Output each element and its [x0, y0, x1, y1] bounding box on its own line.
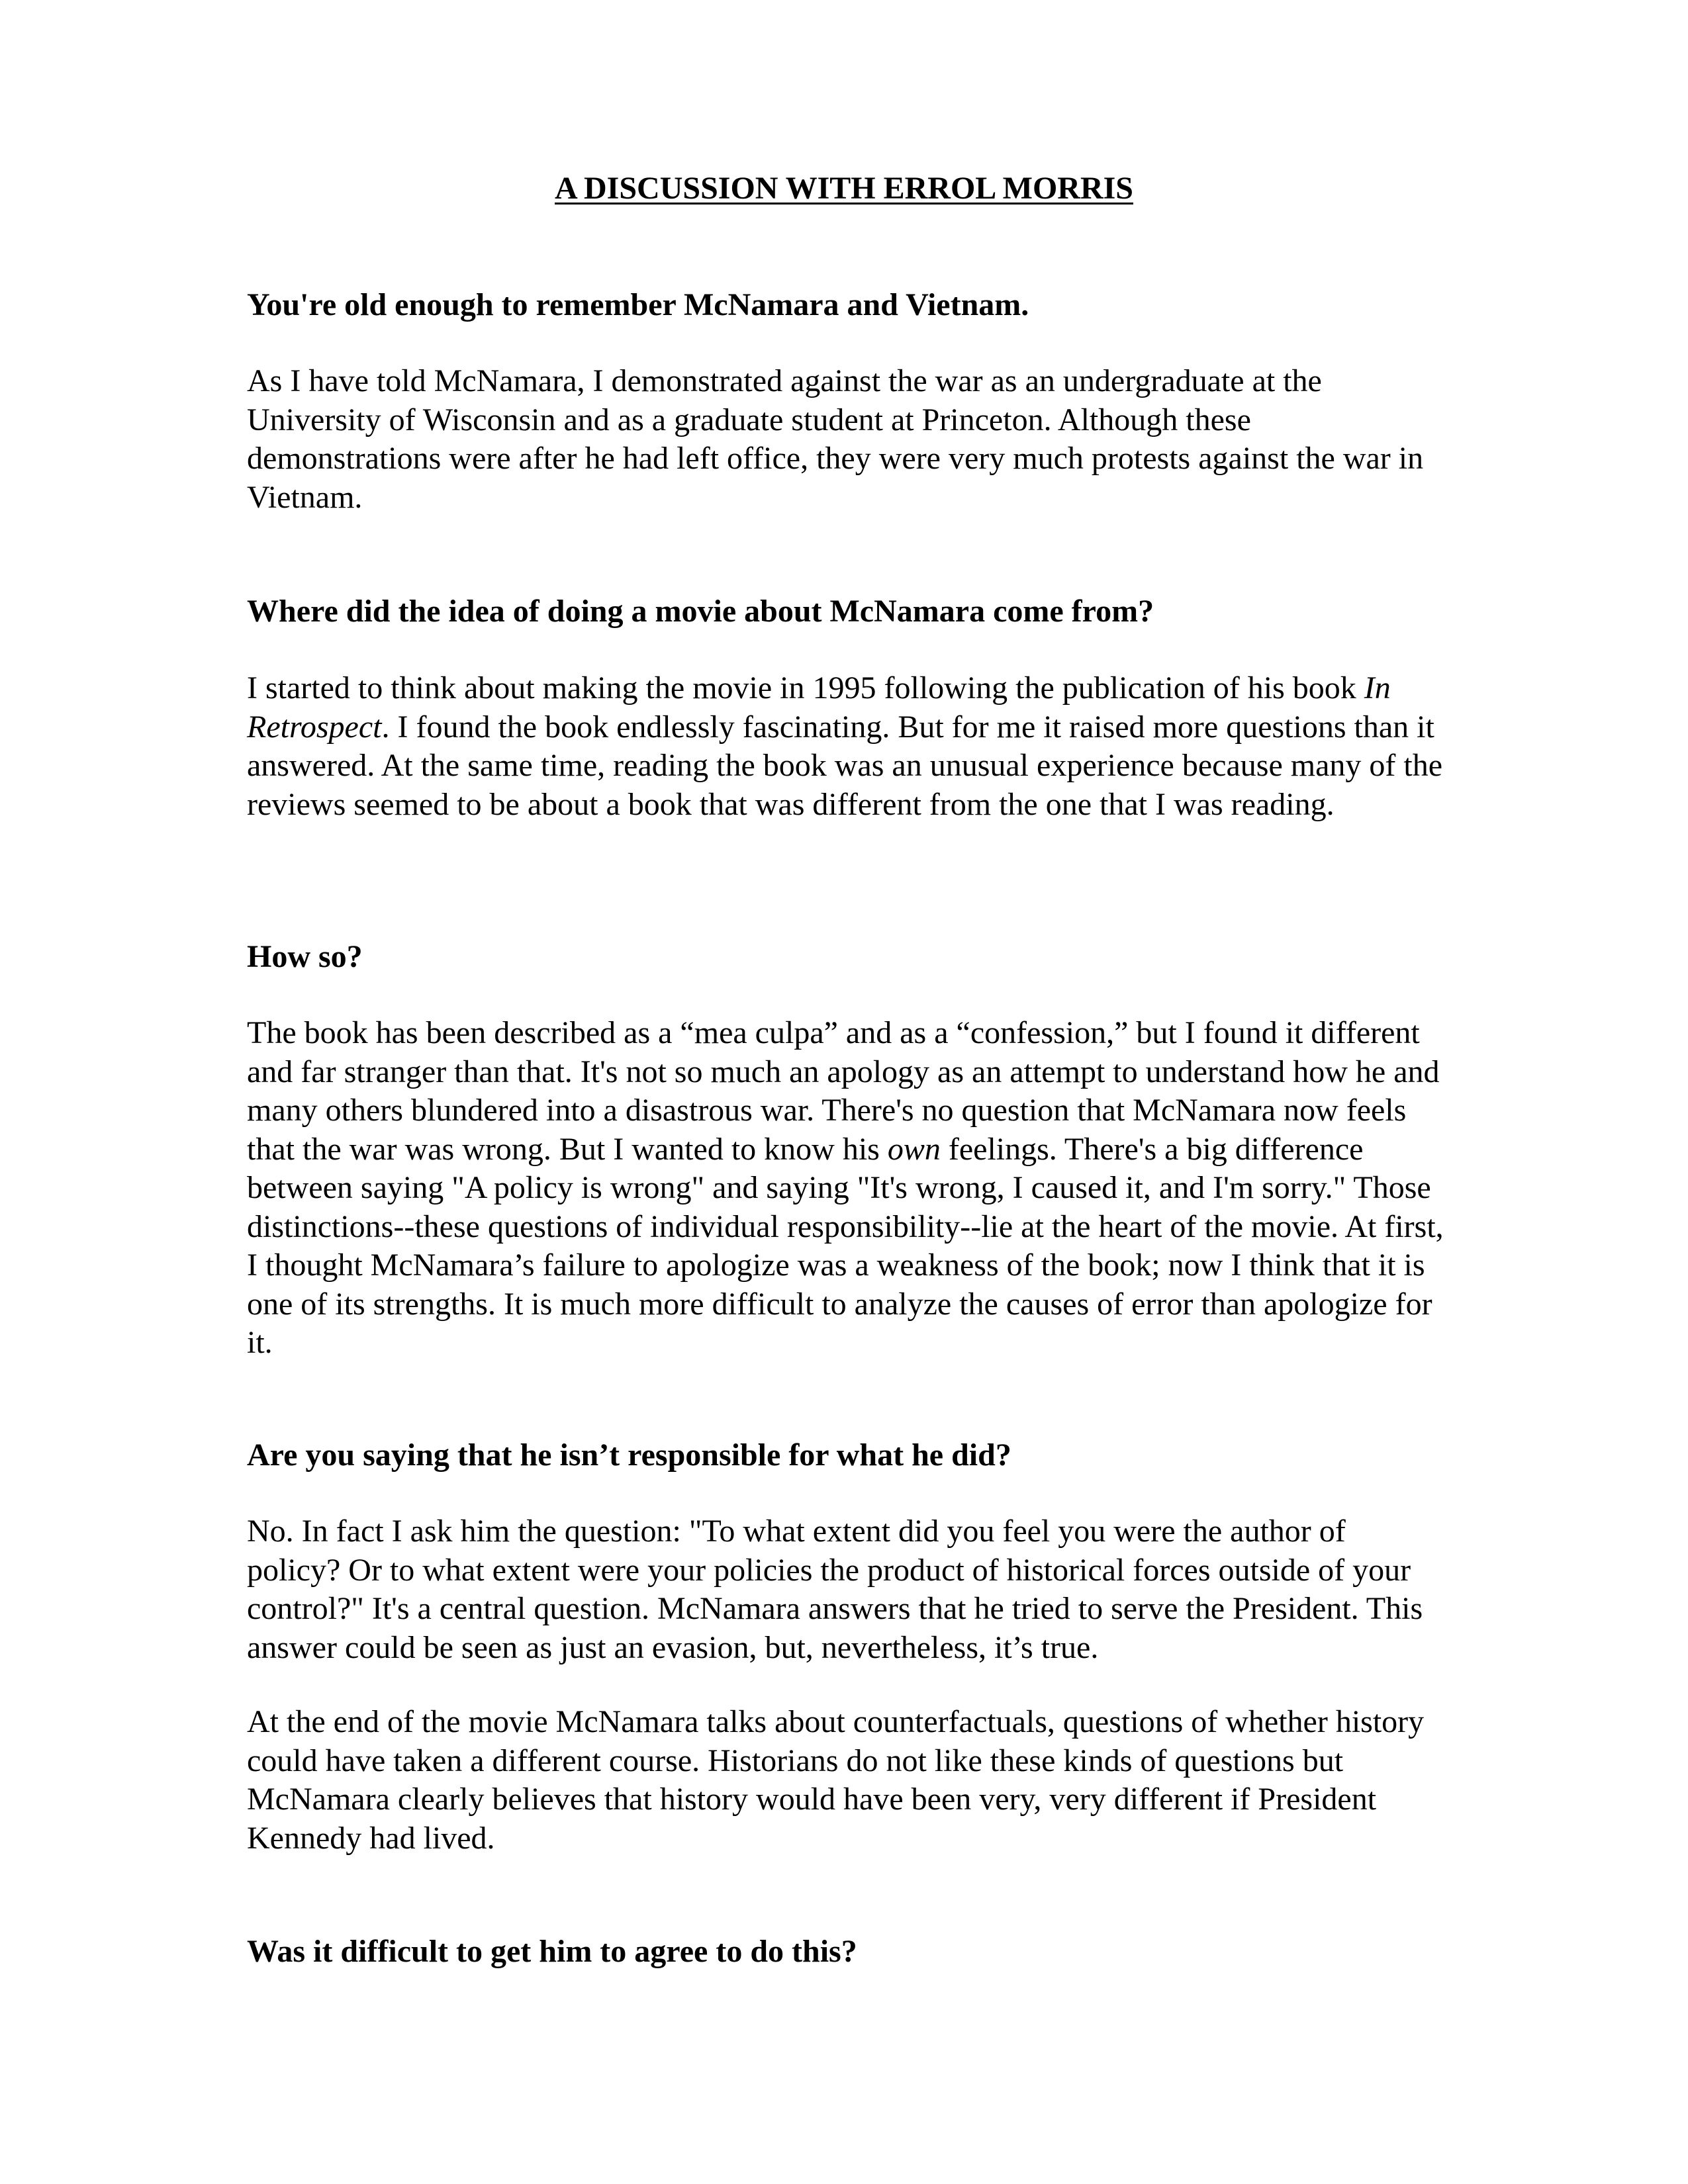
- question-4: Are you saying that he isn’t responsible for what he did?: [247, 1437, 1011, 1473]
- answer-4-continued: [247, 1703, 1445, 1858]
- question-2: Where did the idea of doing a movie about McNamara come from?: [247, 594, 1154, 629]
- answer-1-text: As I have told McNamara, I demonstrated against the war as an undergraduate at the University of Wisconsin and as a graduate student at Princeton. Although these demonstrations were after he had left office, they were very much protests against the war in Vietnam.: [247, 363, 1424, 515]
- answer-2: [247, 669, 1445, 824]
- answer-3: [247, 1014, 1445, 1363]
- answer-2-text-end: . I found the book endlessly fascinating. But for me it raised more questions than it answered. At the same time, reading the book was an unusual experience because many of the reviews seemed to be about a book that was different from the one that I was reading.: [247, 709, 1443, 822]
- question-5: Was it difficult to get him to agree to do this?: [247, 1934, 857, 1969]
- book-title-in-retrospect: In Retrospect: [247, 670, 1391, 745]
- answer-2-text-start: I started to think about making the movie in 1995 following the publication of his book: [247, 670, 1364, 705]
- document-title: A DISCUSSION WITH ERROL MORRIS: [554, 171, 1133, 206]
- answer-4: [247, 1512, 1445, 1667]
- answer-4-text: No. In fact I ask him the question: "To what extent did you feel you were the author of policy? Or to what extent were your policies the product of historical forces outside of your control?" It's a central question. McNamara answers that he tried to serve the President. This answer could be seen as just an evasion, but, nevertheless, it’s true.: [247, 1514, 1423, 1665]
- answer-3-text-start: The book has been described as a “mea culpa” and as a “confession,” but I found it different and far stranger than that. It's not so much an apology as an attempt to understand how he and many others blundered into a disastrous war. There's no question that McNamara now feels that the war was wrong. But I wanted to know his: [247, 1015, 1440, 1167]
- emphasis-own: own: [887, 1131, 941, 1167]
- answer-4-continued-text: At the end of the movie McNamara talks about counterfactuals, questions of whether history could have taken a different course. Historians do not like these kinds of questions but McNamara clearly believes that history would have been very, very different if President Kennedy had lived.: [247, 1704, 1425, 1856]
- answer-3-text-end: feelings. There's a big difference between saying "A policy is wrong" and saying "It's wrong, I caused it, and I'm sorry." Those distinctions--these questions of individual responsibility--lie at the heart of the movie. At first, I thought McNamara’s failure to apologize was a weakness of the book; now I think that it is one of its strengths. It is much more difficult to analyze the causes of error than apologize for it.: [247, 1131, 1444, 1360]
- question-3: How so?: [247, 939, 363, 974]
- answer-1: [247, 362, 1445, 517]
- question-1: You're old enough to remember McNamara and Vietnam.: [247, 287, 1029, 322]
